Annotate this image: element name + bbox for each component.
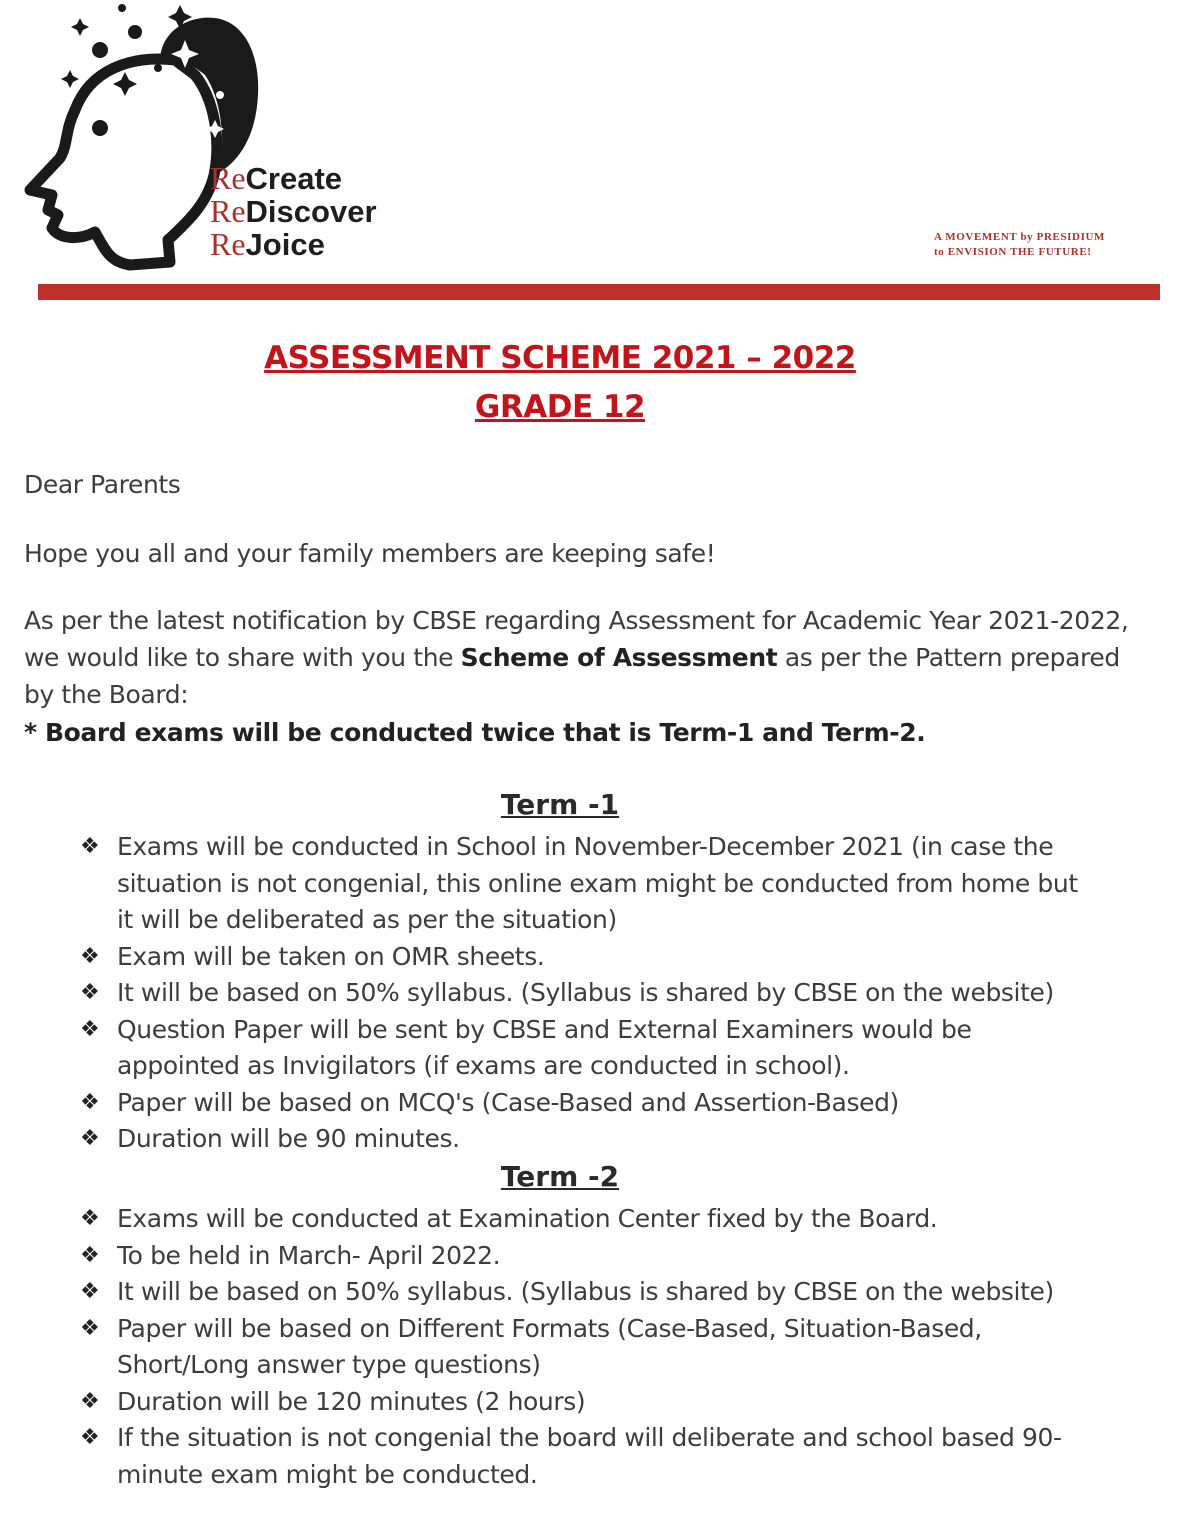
header-divider-bar (38, 284, 1160, 300)
list-item: ❖ Exam will be taken on OMR sheets. (80, 939, 1090, 976)
tagline: A MOVEMENT by PRESIDIUM to ENVISION THE FUTURE! (934, 231, 1105, 258)
page-subtitle: GRADE 12 (474, 389, 646, 425)
list-item: ❖ Duration will be 120 minutes (2 hours) (80, 1384, 1090, 1421)
bullet-diamond-icon: ❖ (80, 1425, 100, 1450)
list-item: ❖ Question Paper will be sent by CBSE and External Examiners would be appointed as Invigilators (if exams are conducted in school). (80, 1012, 1090, 1085)
bullet-diamond-icon: ❖ (80, 1016, 100, 1042)
list-item: ❖ It will be based on 50% syllabus. (Syllabus is shared by CBSE on the website) (80, 975, 1090, 1012)
intro-paragraph: As per the latest notification by CBSE regarding Assessment for Academic Year 2021-2022, we would like to share with you the Scheme of Assessment as per the Pattern prepared by the Board: (24, 606, 1129, 709)
logo-wordmark: ReCreate ReDiscover ReJoice (210, 160, 377, 262)
bullet-diamond-icon: ❖ (80, 1315, 100, 1341)
greeting: Dear Parents (24, 470, 181, 499)
hope-line: Hope you all and your family members are keeping safe! (24, 539, 716, 568)
bullet-diamond-icon: ❖ (80, 1206, 100, 1231)
term2-heading: Term -2 (500, 1160, 620, 1193)
term2-list (80, 1201, 1090, 1493)
bullet-diamond-icon: ❖ (80, 834, 100, 859)
board-note: * Board exams will be conducted twice that is Term-1 and Term-2. (24, 718, 926, 747)
bullet-diamond-icon: ❖ (80, 943, 100, 969)
list-item: ❖ Paper will be based on Different Formats (Case-Based, Situation-Based, Short/Long answer type questions) (80, 1311, 1090, 1384)
list-item: ❖ To be held in March- April 2022. (80, 1238, 1090, 1275)
term1-heading: Term -1 (500, 788, 620, 821)
list-item: ❖ Paper will be based on MCQ's (Case-Based and Assertion-Based) (80, 1085, 1090, 1122)
eye-icon (92, 120, 108, 136)
list-item: ❖ Exams will be conducted at Examination Center fixed by the Board. (80, 1201, 1090, 1238)
bullet-diamond-icon: ❖ (80, 1089, 100, 1115)
list-item: ❖ It will be based on 50% syllabus. (Syllabus is shared by CBSE on the website) (80, 1274, 1090, 1311)
bullet-diamond-icon: ❖ (80, 980, 100, 1005)
page-title: ASSESSMENT SCHEME 2021 – 2022 (264, 340, 856, 376)
list-item: ❖ If the situation is not congenial the board will deliberate and school based 90-minute exam might be conducted. (80, 1420, 1090, 1493)
list-item: ❖ Exams will be conducted in School in November-December 2021 (in case the situation is not congenial, this online exam might be conducted from home but it will be deliberated as per the situation) (80, 829, 1090, 939)
bullet-diamond-icon: ❖ (80, 1242, 100, 1268)
bullet-diamond-icon: ❖ (80, 1388, 100, 1414)
term1-list (80, 829, 1090, 1158)
bullet-diamond-icon: ❖ (80, 1126, 100, 1151)
list-item: ❖ Duration will be 90 minutes. (80, 1121, 1090, 1158)
bullet-diamond-icon: ❖ (80, 1279, 100, 1304)
